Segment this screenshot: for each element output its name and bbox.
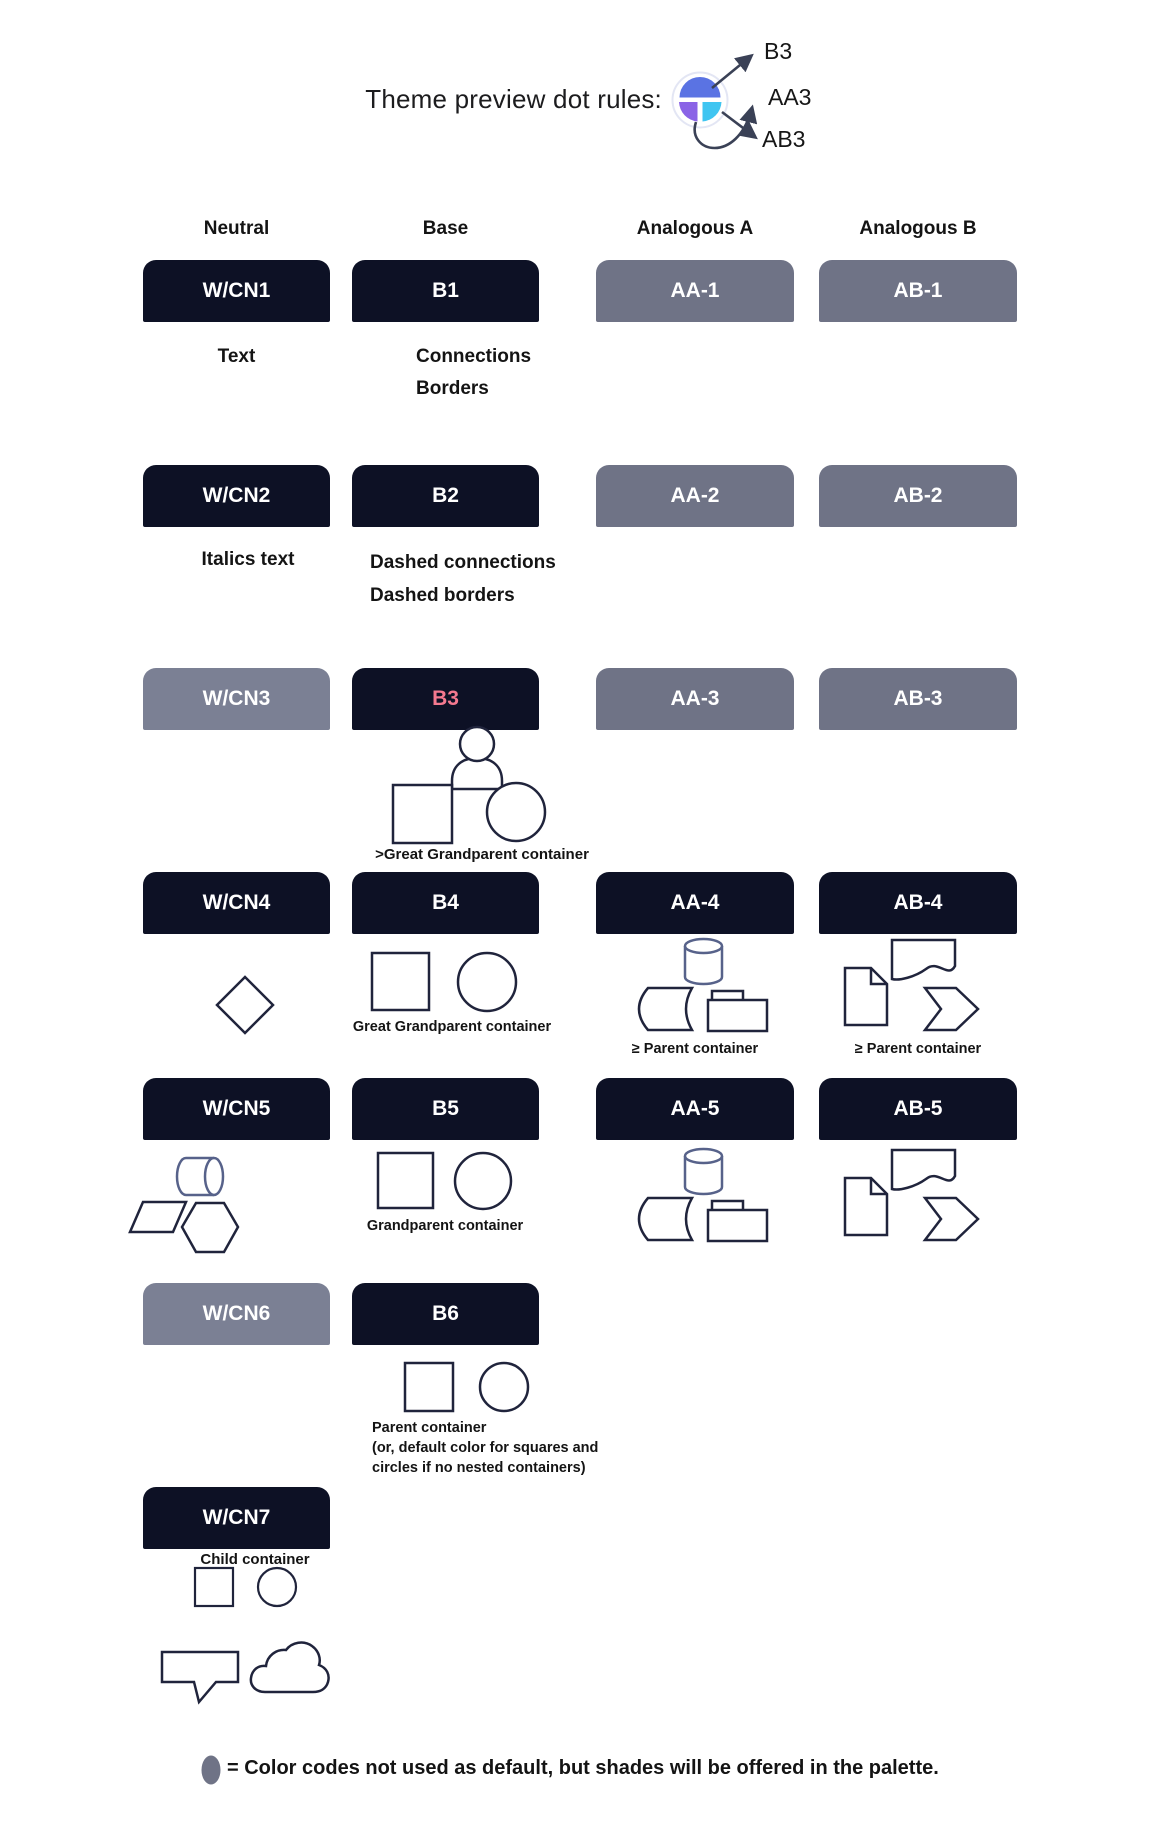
diamond-shape [217, 977, 273, 1033]
swatch-ab1 [819, 260, 1017, 322]
parallelogram-shape [130, 1202, 186, 1232]
square-shape [195, 1568, 233, 1606]
swatch-ab2 [819, 465, 1017, 527]
b4-shape-group [372, 953, 516, 1011]
swatch-label: W/CN7 [202, 1506, 271, 1529]
note-borders: Borders [416, 378, 489, 399]
swatch-label: AA-1 [670, 279, 720, 302]
diagram-title: Theme preview dot rules: [365, 84, 662, 114]
circle-shape [455, 1153, 511, 1209]
b3-shape-group [393, 727, 545, 843]
swatch-b5 [352, 1078, 539, 1140]
note-ge-parent-ab: ≥ Parent container [854, 1041, 982, 1057]
swatch-wcn1 [143, 260, 330, 322]
wcn7-shape-group [195, 1568, 296, 1606]
circle-shape [480, 1363, 528, 1411]
note-child-container: Child container [200, 1551, 310, 1568]
hexagon-shape [182, 1203, 238, 1252]
swatch-aa5 [596, 1078, 794, 1140]
swatch-wcn2 [143, 465, 330, 527]
square-shape [372, 953, 429, 1010]
swatch-ab4 [819, 872, 1017, 934]
swatch-label: AB-5 [893, 1097, 943, 1120]
swatch-label: AB-2 [893, 484, 943, 507]
swatch-label: B5 [432, 1097, 459, 1120]
swatch-label: B1 [432, 279, 459, 302]
dot-label-b3: B3 [764, 38, 793, 64]
swatch-b4 [352, 872, 539, 934]
swatch-label: W/CN2 [202, 484, 271, 507]
note-parent-line1: Parent container [372, 1420, 487, 1436]
dot-label-aa3: AA3 [768, 84, 812, 110]
dot-label-ab3: AB3 [762, 126, 806, 152]
column-header-base: Base [422, 218, 469, 239]
swatch-label: AA-5 [670, 1097, 720, 1120]
swatch-b3 [352, 668, 539, 730]
swatch-b6 [352, 1283, 539, 1345]
swatch-aa1 [596, 260, 794, 322]
note-connections: Connections [416, 346, 532, 367]
swatch-b1 [352, 260, 539, 322]
arrow-to-aa3 [695, 108, 752, 148]
swatch-label: AA-2 [670, 484, 720, 507]
swatch-aa2 [596, 465, 794, 527]
swatch-label: AB-1 [893, 279, 943, 302]
square-shape [378, 1153, 433, 1208]
note-parent-line2: (or, default color for squares and [372, 1440, 599, 1456]
person-body [452, 758, 502, 789]
arrow-to-b3 [712, 56, 751, 88]
swatch-wcn5 [143, 1078, 330, 1140]
swatch-label: W/CN1 [202, 279, 271, 302]
swatch-label: B4 [432, 891, 459, 914]
dot-cyan-segment [703, 102, 722, 122]
swatch-wcn4 [143, 872, 330, 934]
note-great-grandparent: Great Grandparent container [352, 1019, 552, 1035]
ab5-shape-group [845, 1150, 978, 1240]
swatch-label: AB-3 [893, 687, 943, 710]
person-head [460, 727, 494, 761]
swatch-aa3 [596, 668, 794, 730]
note-dashed-connections: Dashed connections [370, 552, 556, 573]
swatch-label: W/CN4 [202, 891, 271, 914]
note-italics-text: Italics text [201, 549, 295, 570]
dot-blue-segment [680, 77, 721, 98]
swatch-label: AA-4 [670, 891, 720, 914]
legend-text: = Color codes not used as default, but shades will be offered in the palette. [227, 1757, 939, 1779]
swatch-label: B6 [432, 1302, 459, 1325]
column-header-analogous-b: Analogous B [859, 218, 977, 239]
note-gt-great-grandparent: >Great Grandparent container [375, 846, 589, 863]
circle-shape [258, 1568, 296, 1606]
horizontal-cylinder-cap [205, 1158, 223, 1195]
swatch-label: W/CN6 [202, 1302, 271, 1325]
note-text: Text [217, 346, 256, 367]
swatch-label: B2 [432, 484, 459, 507]
swatch-ab5 [819, 1078, 1017, 1140]
theme-preview-dot-icon [673, 73, 728, 128]
column-header-analogous-a: Analogous A [636, 218, 754, 239]
swatch-ab3 [819, 668, 1017, 730]
arrow-to-ab3 [722, 112, 755, 137]
square-shape [393, 785, 452, 843]
b5-shape-group [378, 1153, 511, 1209]
swatch-aa4 [596, 872, 794, 934]
swatch-label: B3 [432, 687, 459, 710]
swatch-label: AA-3 [670, 687, 720, 710]
square-shape [405, 1363, 453, 1411]
swatch-label: W/CN3 [202, 687, 271, 710]
b6-shape-group [405, 1363, 528, 1411]
swatch-wcn6 [143, 1283, 330, 1345]
swatch-wcn3 [143, 668, 330, 730]
ab4-shape-group [845, 940, 978, 1030]
column-header-neutral: Neutral [203, 218, 270, 239]
horizontal-cylinder-shape [177, 1158, 214, 1195]
swatch-b2 [352, 465, 539, 527]
dot-purple-segment [679, 102, 698, 122]
legend-dot-icon [202, 1756, 221, 1785]
dot-ring [673, 73, 728, 128]
circle-shape [487, 783, 545, 841]
cloud-shape [251, 1643, 329, 1692]
note-dashed-borders: Dashed borders [370, 585, 515, 606]
speech-bubble-shape [162, 1652, 238, 1702]
swatch-label: AB-4 [893, 891, 943, 914]
note-ge-parent-aa: ≥ Parent container [631, 1041, 759, 1057]
note-parent-line3: circles if no nested containers) [372, 1460, 586, 1476]
swatch-wcn7 [143, 1487, 330, 1549]
aa5-shape-group [639, 1149, 767, 1241]
note-grandparent: Grandparent container [366, 1218, 524, 1234]
circle-shape [458, 953, 516, 1011]
aa4-shape-group [639, 939, 767, 1031]
swatch-label: W/CN5 [202, 1097, 271, 1120]
wcn5-shape-group [130, 1158, 238, 1252]
